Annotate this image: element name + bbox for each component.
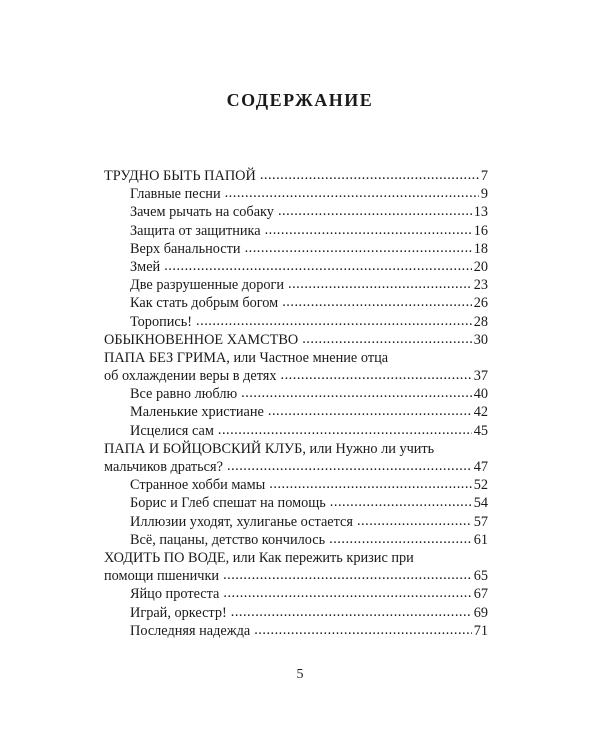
- toc-entry-title: Странное хобби мамы: [130, 477, 266, 494]
- toc-entry: [104, 276, 488, 294]
- dot-leader: [164, 257, 471, 275]
- toc-entry-title: ПАПА И БОЙЦОВСКИЙ КЛУБ, или Нужно ли учить: [104, 440, 435, 457]
- dot-leader: [268, 402, 472, 420]
- toc-entry-page: 45: [473, 422, 488, 439]
- toc-entry: [104, 349, 488, 367]
- dot-leader: [330, 493, 472, 511]
- toc-entry-page: 65: [473, 568, 488, 585]
- toc-entry: [104, 313, 488, 331]
- toc-entry-page: 52: [473, 477, 488, 494]
- dot-leader: [265, 221, 472, 239]
- dot-leader: [218, 421, 472, 439]
- dot-leader: [282, 293, 471, 311]
- toc-entry-title: Маленькие христиане: [130, 404, 264, 421]
- toc-entry-page: 7: [480, 168, 488, 184]
- toc-entry-title: ТРУДНО БЫТЬ ПАПОЙ: [104, 168, 256, 184]
- dot-leader: [254, 621, 471, 639]
- toc-entry-page: 67: [473, 586, 488, 603]
- toc-entry-page: 20: [473, 258, 488, 275]
- toc-entry: [104, 422, 488, 440]
- toc-entry: [104, 531, 488, 549]
- toc-entry-title: Всё, пацаны, детство кончилось: [130, 531, 326, 548]
- toc-entry: [104, 385, 488, 403]
- toc-entry: [104, 331, 488, 349]
- toc-entry: [104, 513, 488, 531]
- toc-entry-page: 16: [473, 222, 488, 239]
- toc-entry: [104, 585, 488, 603]
- toc-entry-title: Борис и Глеб спешат на помощь: [130, 495, 326, 512]
- toc-entry-page: 23: [473, 277, 488, 294]
- toc-entry-page: 57: [473, 513, 488, 530]
- toc-entry-title: помощи пшенички: [104, 568, 220, 585]
- dot-leader: [260, 166, 479, 184]
- dot-leader: [288, 275, 472, 293]
- toc-entry-title: Исцелися сам: [130, 422, 214, 439]
- toc-entry-title: Две разрушенные дороги: [130, 277, 285, 294]
- dot-leader: [278, 202, 472, 220]
- toc-entry-title: Главные песни: [130, 186, 221, 203]
- dot-leader: [223, 566, 472, 584]
- dot-leader: [196, 312, 472, 330]
- toc-entry: [104, 167, 488, 185]
- toc-entry-title: Торопись!: [130, 313, 193, 330]
- toc-entry-page: 71: [473, 622, 488, 639]
- toc-entry-title: Все равно люблю: [130, 386, 238, 403]
- toc-entry-page: 61: [473, 531, 488, 548]
- toc-entry-title: об охлаждении веры в детях: [104, 368, 277, 385]
- dot-leader: [225, 184, 479, 202]
- toc-entry-page: 69: [473, 604, 488, 621]
- dot-leader: [269, 475, 471, 493]
- toc-entry: [104, 294, 488, 312]
- toc-entry-page: 18: [473, 240, 488, 257]
- dot-leader: [329, 530, 472, 548]
- toc-entry: [104, 203, 488, 221]
- dot-leader: [281, 366, 472, 384]
- toc-entry-page: 30: [473, 331, 488, 348]
- toc-entry-page: 13: [473, 204, 488, 221]
- toc-entry: [104, 622, 488, 640]
- page-number: 5: [296, 667, 304, 682]
- toc-entry-page: 26: [473, 295, 488, 312]
- toc-entry: [104, 567, 488, 585]
- toc-entry-title: Зачем рычать на собаку: [130, 204, 274, 221]
- dot-leader: [223, 584, 471, 602]
- toc-entry-page: 54: [473, 495, 488, 512]
- toc-entry-title: Иллюзии уходят, хулиганье остается: [130, 513, 353, 530]
- toc-entry: [104, 476, 488, 494]
- toc-entry-title: ХОДИТЬ ПО ВОДЕ, или Как пережить кризис при: [104, 549, 414, 566]
- table-of-contents: [104, 167, 488, 640]
- toc-entry: [104, 549, 488, 567]
- toc-entry: [104, 258, 488, 276]
- toc-entry-title: ПАПА БЕЗ ГРИМА, или Частное мнение отца: [104, 349, 389, 366]
- dot-leader: [241, 384, 472, 402]
- toc-entry: [104, 185, 488, 203]
- toc-entry: [104, 403, 488, 421]
- toc-entry-title: Верх банальности: [130, 240, 241, 257]
- toc-entry-title: Как стать добрым богом: [130, 295, 279, 312]
- toc-entry-page: 42: [473, 404, 488, 421]
- dot-leader: [231, 603, 472, 621]
- toc-entry: [104, 604, 488, 622]
- toc-entry-title: Играй, оркестр!: [130, 604, 227, 621]
- toc-heading: СОДЕРЖАНИЕ: [226, 90, 374, 110]
- toc-entry-page: 28: [473, 313, 488, 330]
- dot-leader: [227, 457, 472, 475]
- toc-entry-page: 47: [473, 459, 488, 475]
- toc-entry-page: 9: [480, 186, 488, 203]
- toc-entry: [104, 222, 488, 240]
- toc-entry-title: ОБЫКНОВЕННОЕ ХАМСТВО: [104, 331, 299, 348]
- dot-leader: [245, 239, 472, 257]
- toc-entry-title: Защита от защитника: [130, 222, 261, 239]
- toc-entry: [104, 494, 488, 512]
- toc-entry: [104, 458, 488, 476]
- toc-entry-page: 37: [473, 368, 488, 385]
- toc-entry-page: 40: [473, 386, 488, 403]
- toc-entry: [104, 240, 488, 258]
- toc-entry-title: мальчиков драться?: [104, 459, 223, 475]
- toc-entry-title: Последняя надежда: [130, 622, 251, 639]
- toc-entry-title: Яйцо протеста: [130, 586, 220, 603]
- dot-leader: [302, 330, 471, 348]
- toc-entry-title: Змей: [130, 258, 161, 275]
- toc-entry: [104, 440, 488, 458]
- dot-leader: [357, 512, 472, 530]
- toc-entry: [104, 367, 488, 385]
